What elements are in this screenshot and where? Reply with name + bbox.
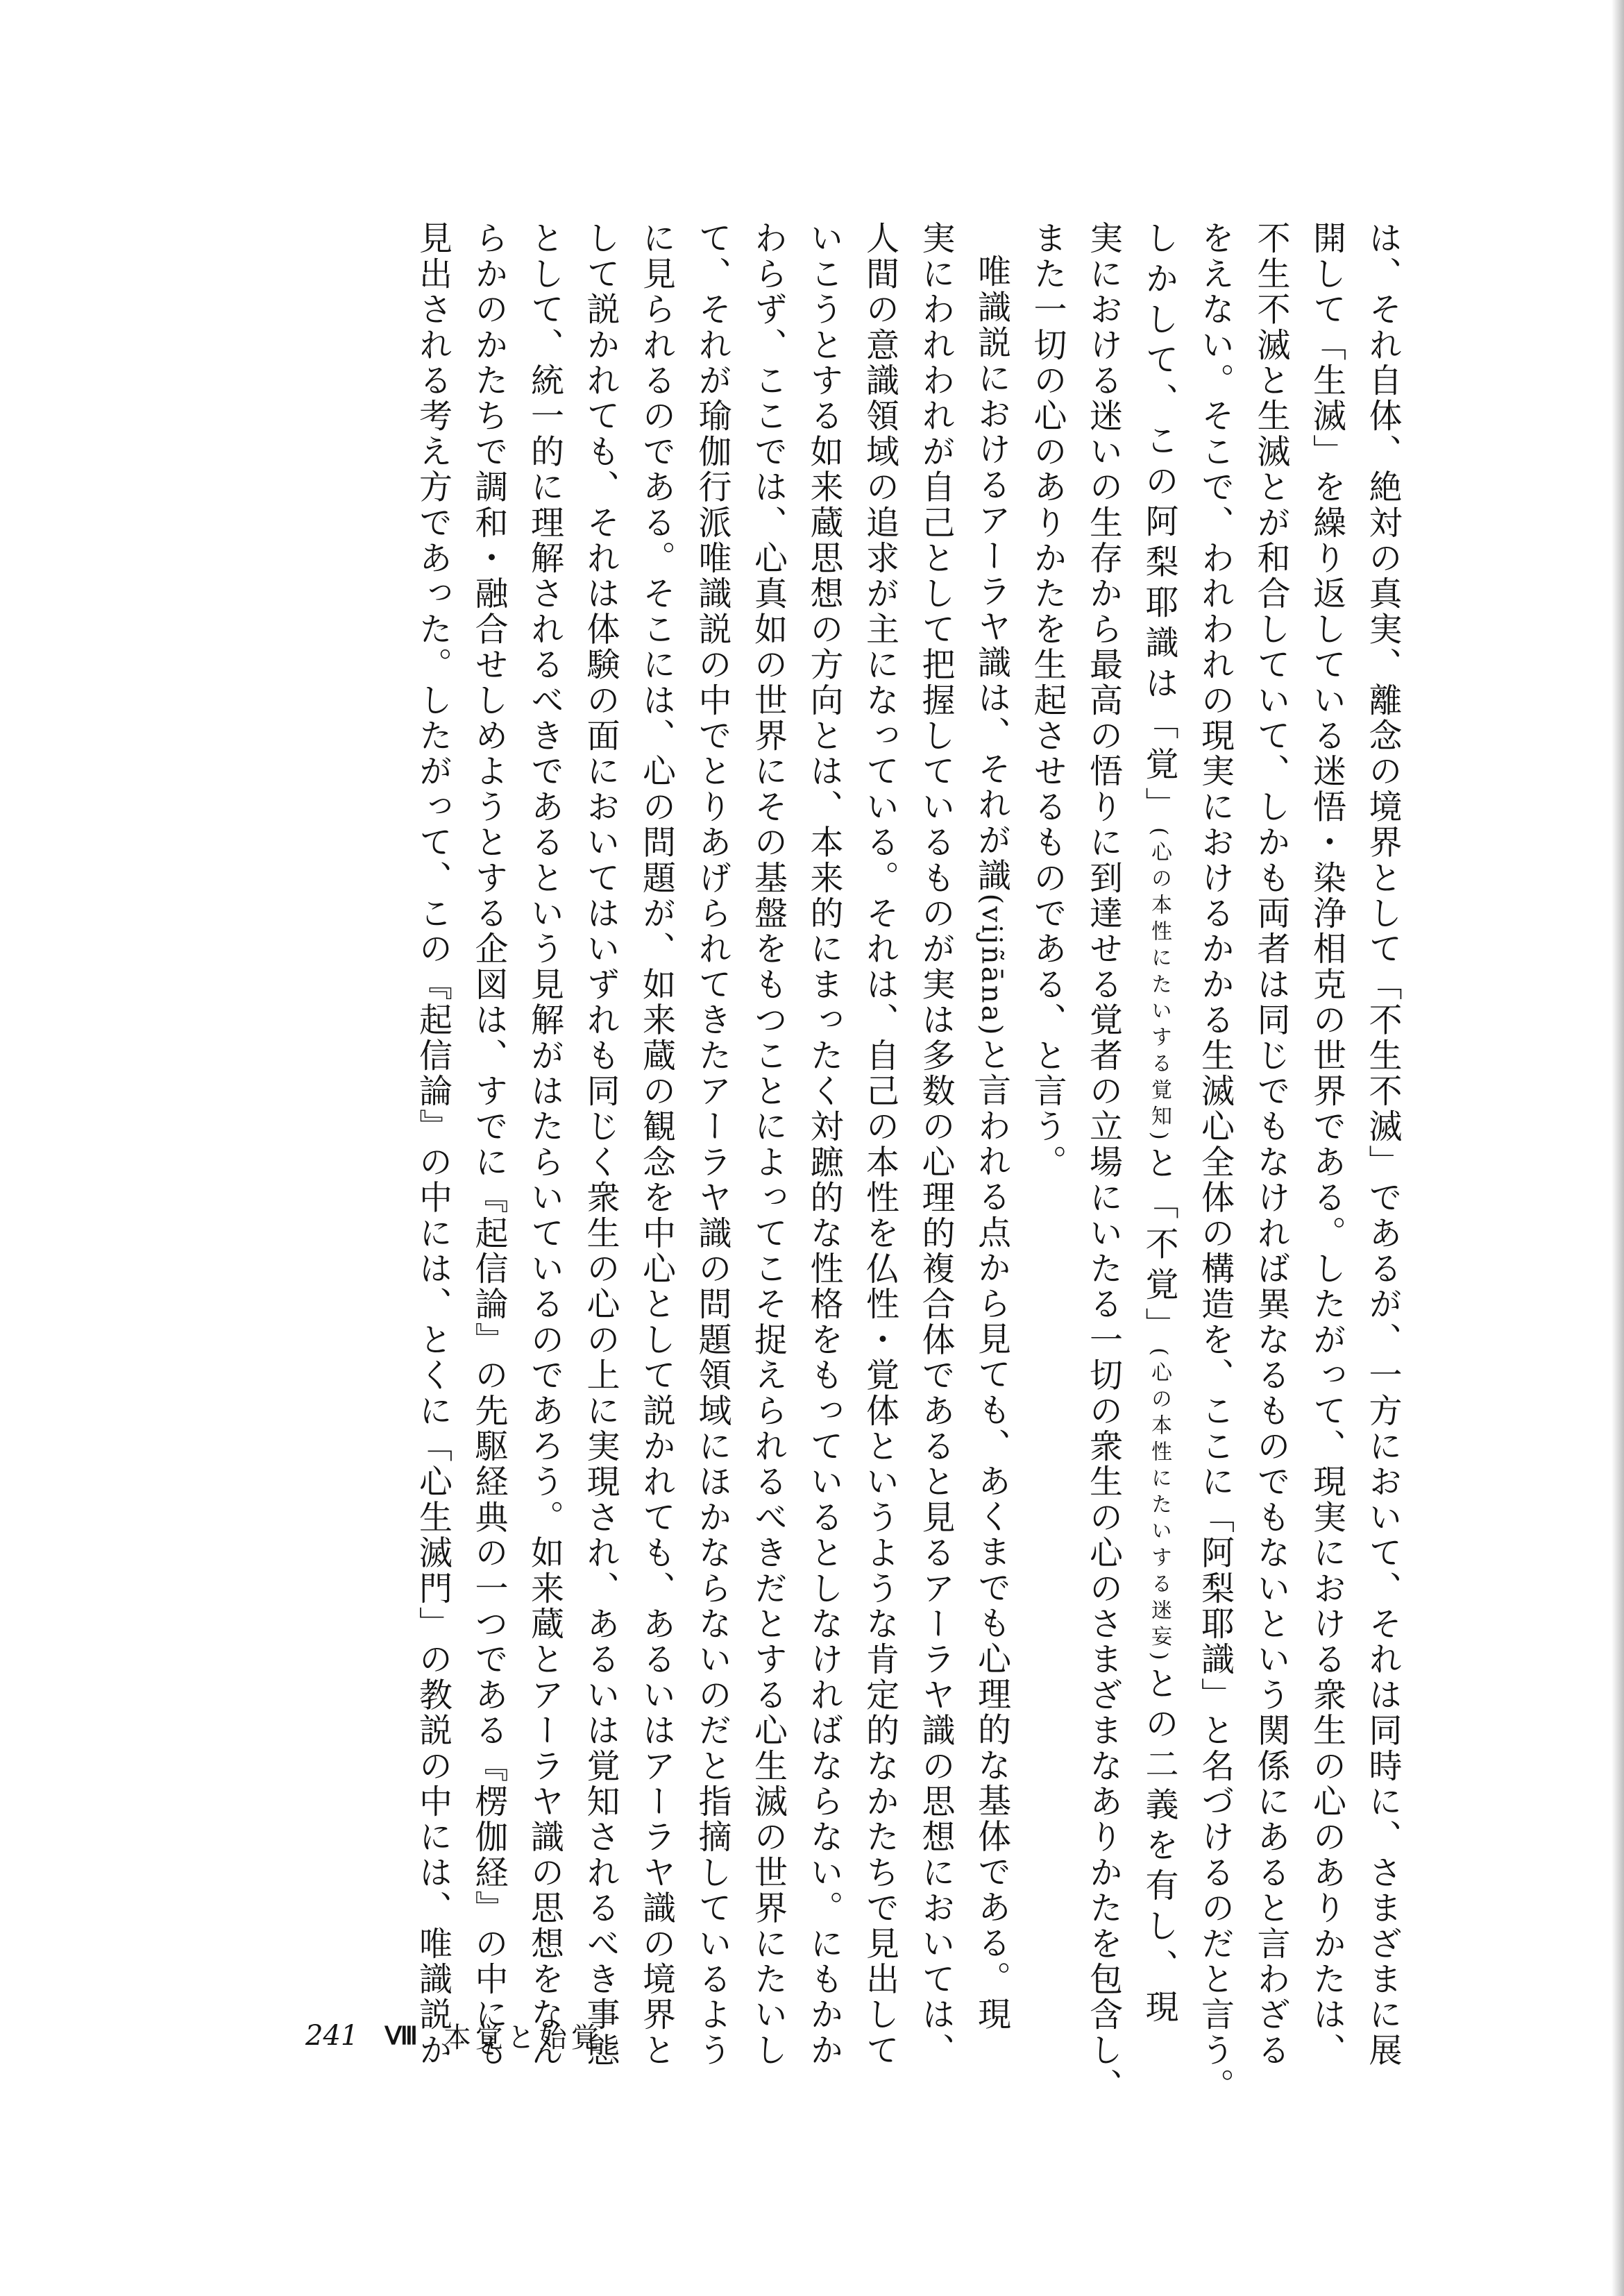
text-column: 人間の意識領域の追求が主になっている。それは、自己の本性を仏性・覚体というような肯定的なかたちで見出して <box>860 221 899 2068</box>
text-column <box>1131 221 1187 2025</box>
text-column: 開して「生滅」を繰り返している迷悟・染浄相克の世界である。したがって、現実における衆生の心のありかたは、 <box>1307 221 1346 2068</box>
inline-note: (心の本性にたいする迷妄) <box>1147 1347 1172 1661</box>
text-segment: との二義を有し、現 <box>1140 1660 1178 2025</box>
text-column: 不生不滅と生滅とが和合していて、しかも両者は同じでもなければ異なるものでもないという関係にあると言わざる <box>1251 221 1290 2068</box>
text-segment: 唯識説におけるアーラヤ識は、それが識 <box>972 254 1011 894</box>
page-number: 241 <box>305 2019 359 2052</box>
text-column: して説かれても、それは体験の面においてはいずれも同じく衆生の心の上に実現され、あるいは覚知されるべき事態 <box>581 221 620 2068</box>
inline-note: (心の本性にたいする覚知) <box>1147 827 1172 1141</box>
text-column: わらず、ここでは、心真如の世界にその基盤をもつことによってこそ捉えられるべきだとする心生滅の世界にたいし <box>748 221 788 2068</box>
text-column: 実における迷いの生存から最高の悟りに到達せる覚者の立場にいたる一切の衆生の心のさまざまなありかたを包含し、 <box>1083 221 1123 2104</box>
text-column: に見られるのである。そこには、心の問題が、如来蔵の観念を中心として説かれても、あるいはアーラヤ識の境界と <box>636 221 676 2068</box>
text-column: また一切の心のありかたを生起させるものである、と言う。 <box>1028 221 1067 1180</box>
chapter-title: 本覚と始覚 <box>443 2022 603 2054</box>
page-footer <box>305 2016 603 2055</box>
chapter-number: Ⅷ <box>384 2021 417 2050</box>
text-column: として、統一的に理解されるべきであるという見解がはたらいているのであろう。如来蔵とアーラヤ識の思想をなん <box>525 221 564 2068</box>
text-column <box>963 221 1020 2032</box>
text-segment: と言われる点から見ても、あくまでも心理的な基体である。現 <box>972 1037 1011 2032</box>
text-column: 見出される考え方であった。したがって、この『起信論』の中には、とくに「心生滅門」の教説の中には、唯識説か <box>413 221 452 2068</box>
text-column: らかのかたちで調和・融合せしめようとする企図は、すでに『起信論』の先駆経典の一つである『楞伽経』の中にも <box>469 221 508 2068</box>
page-edge-shadow <box>1612 0 1624 2296</box>
sanskrit-term: (vijñāna) <box>975 893 1008 1037</box>
text-segment: と「不覚」 <box>1140 1140 1178 1348</box>
text-column: 実にわれわれが自己として把握しているものが実は多数の心理的複合体であると見るアーラヤ識の思想においては、 <box>916 221 955 2068</box>
text-column: て、それが瑜伽行派唯識説の中でとりあげられてきたアーラヤ識の問題領域にほかならないのだと指摘しているよう <box>693 221 731 2068</box>
text-column: は、それ自体、絶対の真実、離念の境界として「不生不滅」であるが、一方において、それは同時に、さまざまに展 <box>1363 221 1402 2068</box>
text-segment: しかして、この阿梨耶識は「覚」 <box>1140 221 1178 828</box>
text-column: をえない。そこで、われわれの現実におけるかかる生滅心全体の構造を、ここに「阿梨耶識」と名づけるのだと言う。 <box>1195 221 1235 2104</box>
text-column: いこうとする如来蔵思想の方向とは、本来的にまったく対蹠的な性格をもっているとしなければならない。にもかか <box>804 221 843 2068</box>
